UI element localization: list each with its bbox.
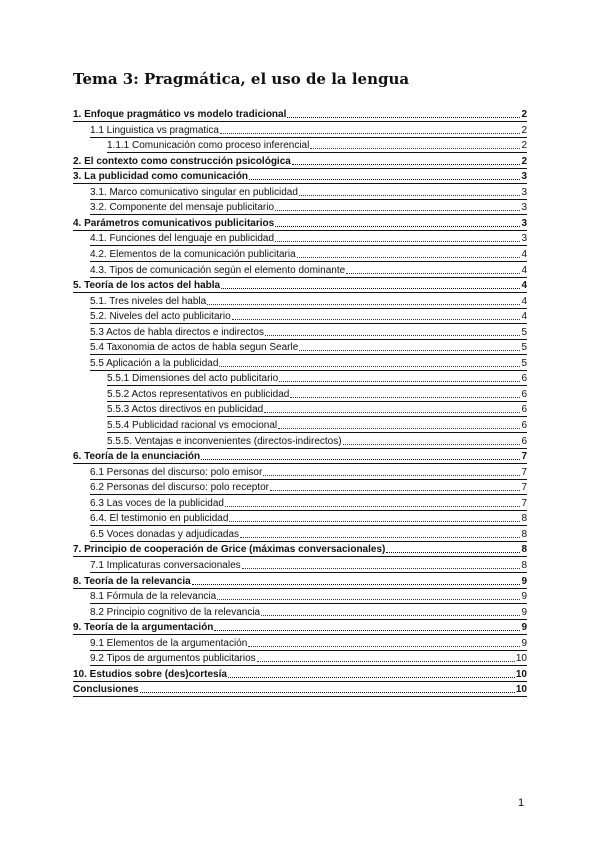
toc-entry-page: 8 bbox=[521, 544, 527, 556]
toc-entry[interactable] bbox=[90, 186, 527, 200]
dot-leader bbox=[270, 481, 520, 491]
toc-entry[interactable] bbox=[90, 528, 527, 542]
dot-leader bbox=[228, 668, 515, 678]
toc-entry-title: 9.1 Elementos de la argumentación bbox=[90, 637, 248, 649]
dot-leader bbox=[207, 295, 520, 305]
toc-entry[interactable] bbox=[73, 279, 527, 293]
toc-entry-page: 3 bbox=[521, 202, 527, 214]
toc-entry[interactable] bbox=[90, 481, 527, 495]
toc-entry-title: 6.4. El testimonio en publicidad bbox=[90, 513, 229, 525]
toc-entry-title: 5.5.4 Publicidad racional vs emocional bbox=[107, 420, 278, 431]
toc-entry-page: 10 bbox=[515, 668, 527, 680]
toc-entry[interactable] bbox=[90, 357, 527, 371]
dot-leader bbox=[386, 543, 520, 553]
toc-entry-page: 3 bbox=[521, 171, 527, 183]
toc-entry[interactable] bbox=[73, 683, 527, 697]
toc-entry-page: 6 bbox=[521, 388, 527, 400]
toc-entry[interactable] bbox=[73, 108, 527, 122]
dot-leader bbox=[140, 683, 515, 693]
toc-entry-page: 7 bbox=[521, 451, 527, 463]
toc-entry-page: 7 bbox=[521, 497, 527, 509]
toc-entry-title: 5.2. Niveles del acto publicitario bbox=[90, 311, 231, 323]
toc-entry-title: 6.2 Personas del discurso: polo receptor bbox=[90, 482, 269, 494]
toc-entry-page: 9 bbox=[521, 637, 527, 649]
dot-leader bbox=[279, 372, 520, 382]
toc-entry-title: 6.3 Las voces de la publicidad bbox=[90, 497, 224, 509]
toc-entry[interactable] bbox=[73, 543, 527, 557]
toc-entry-title: 6.5 Voces donadas y adjudicadas bbox=[90, 528, 239, 540]
toc-entry-title: 6.1 Personas del discurso: polo emisor bbox=[90, 466, 263, 478]
dot-leader bbox=[265, 326, 520, 336]
toc-entry-title: 4.3. Tipos de comunicación según el elemento dominante bbox=[90, 264, 346, 276]
toc-entry[interactable] bbox=[90, 326, 527, 340]
dot-leader bbox=[290, 388, 520, 398]
dot-leader bbox=[217, 590, 520, 600]
toc-entry-title: 8.2 Principio cognitivo de la relevancia bbox=[90, 606, 261, 618]
toc-entry[interactable] bbox=[90, 606, 527, 620]
toc-entry[interactable] bbox=[90, 264, 527, 278]
toc-entry-title: 5.1. Tres niveles del habla bbox=[90, 295, 207, 307]
dot-leader bbox=[242, 559, 521, 569]
toc-entry-page: 2 bbox=[521, 155, 527, 167]
toc-entry-title: 10. Estudios sobre (des)cortesía bbox=[73, 668, 227, 680]
toc-entry-title: 5.5.1 Dimensiones del acto publicitario bbox=[107, 373, 279, 385]
toc-entry-title: 5.4 Taxonomia de actos de habla segun Searle bbox=[90, 342, 299, 354]
toc-entry-title: 9. Teoría de la argumentación bbox=[73, 622, 214, 634]
toc-entry[interactable] bbox=[90, 310, 527, 324]
dot-leader bbox=[232, 310, 521, 320]
toc-entry[interactable] bbox=[107, 139, 527, 153]
toc-entry-title: 7. Principio de cooperación de Grice (máximas conversacionales) bbox=[73, 544, 386, 556]
toc-entry[interactable] bbox=[73, 668, 527, 682]
toc-entry-page: 3 bbox=[521, 186, 527, 198]
toc-entry-page: 6 bbox=[521, 435, 527, 447]
toc-entry-title: 5.3 Actos de habla directos e indirectos bbox=[90, 326, 264, 338]
toc-entry-title: 2. El contexto como construcción psicológica bbox=[73, 155, 291, 167]
dot-leader bbox=[292, 155, 521, 165]
page-number: 1 bbox=[518, 797, 525, 809]
toc-entry[interactable] bbox=[90, 341, 527, 355]
dot-leader bbox=[278, 419, 520, 429]
dot-leader bbox=[346, 264, 520, 274]
toc-entry[interactable] bbox=[107, 435, 527, 449]
toc-entry-page: 7 bbox=[521, 466, 527, 478]
dot-leader bbox=[225, 497, 520, 507]
dot-leader bbox=[214, 621, 520, 631]
toc-entry-title: 8. Teoría de la relevancia bbox=[73, 575, 191, 587]
document-title: Tema 3: Pragmática, el uso de la lengua bbox=[73, 70, 410, 88]
dot-leader bbox=[275, 232, 520, 242]
toc-entry-page: 9 bbox=[521, 575, 527, 587]
toc-entry[interactable] bbox=[90, 559, 527, 573]
toc-entry-title: 8.1 Fórmula de la relevancia bbox=[90, 591, 217, 603]
toc-entry-page: 8 bbox=[521, 513, 527, 525]
toc-entry-page: 10 bbox=[515, 653, 527, 665]
toc-entry-page: 3 bbox=[521, 233, 527, 245]
toc-entry-title: 6. Teoría de la enunciación bbox=[73, 451, 201, 463]
dot-leader bbox=[299, 186, 521, 196]
toc-entry[interactable] bbox=[90, 497, 527, 511]
dot-leader bbox=[261, 606, 520, 616]
toc-entry-page: 5 bbox=[521, 326, 527, 338]
toc-entry-page: 4 bbox=[521, 248, 527, 260]
toc-entry-title: 5.5.2 Actos representativos en publicidad bbox=[107, 388, 290, 400]
toc-entry-title: 7.1 Implicaturas conversacionales bbox=[90, 559, 241, 571]
toc-entry-page: 9 bbox=[521, 591, 527, 603]
toc-entry-title: 1. Enfoque pragmático vs modelo tradicional bbox=[73, 109, 287, 120]
toc-entry-page: 4 bbox=[521, 280, 527, 292]
toc-entry[interactable] bbox=[90, 466, 527, 480]
toc-entry-page: 6 bbox=[521, 420, 527, 431]
dot-leader bbox=[275, 217, 520, 227]
dot-leader bbox=[264, 403, 520, 413]
toc-entry[interactable] bbox=[107, 419, 527, 433]
dot-leader bbox=[248, 637, 520, 647]
toc-entry-page: 4 bbox=[521, 311, 527, 323]
toc-entry-page: 4 bbox=[521, 295, 527, 307]
toc-entry-title: 1.1.1 Comunicación como proceso inferencial bbox=[107, 140, 310, 152]
toc-entry[interactable] bbox=[73, 155, 527, 169]
dot-leader bbox=[310, 139, 520, 149]
toc-entry-page: 2 bbox=[521, 140, 527, 152]
toc-entry-title: 5.5 Aplicación a la publicidad bbox=[90, 357, 219, 369]
toc-entry-page: 9 bbox=[521, 606, 527, 618]
toc-entry-page: 4 bbox=[521, 264, 527, 276]
toc-entry-page: 8 bbox=[521, 528, 527, 540]
toc-entry-page: 9 bbox=[521, 622, 527, 634]
dot-leader bbox=[297, 248, 521, 258]
dot-leader bbox=[263, 466, 520, 476]
toc-entry[interactable] bbox=[73, 575, 527, 589]
dot-leader bbox=[201, 450, 520, 460]
toc-entry[interactable] bbox=[73, 217, 527, 231]
toc-entry[interactable] bbox=[107, 388, 527, 402]
dot-leader bbox=[229, 512, 520, 522]
dot-leader bbox=[343, 435, 521, 445]
toc-entry-page: 6 bbox=[521, 373, 527, 385]
toc-entry-title: 9.2 Tipos de argumentos publicitarios bbox=[90, 653, 256, 665]
toc-entry[interactable] bbox=[73, 170, 527, 184]
toc-entry-title: 4. Parámetros comunicativos publicitarios bbox=[73, 217, 275, 229]
dot-leader bbox=[257, 652, 515, 662]
toc-entry-page: 8 bbox=[521, 559, 527, 571]
toc-entry-title: 5.5.3 Actos directivos en publicidad bbox=[107, 404, 264, 416]
dot-leader bbox=[275, 201, 520, 211]
toc-entry-page: 5 bbox=[521, 342, 527, 354]
dot-leader bbox=[192, 575, 521, 585]
toc-entry-page: 7 bbox=[521, 482, 527, 494]
toc-entry[interactable] bbox=[73, 621, 527, 635]
toc-entry[interactable] bbox=[90, 232, 527, 246]
toc-entry[interactable] bbox=[107, 403, 527, 417]
toc-entry[interactable] bbox=[90, 295, 527, 309]
toc-entry-title: 3. La publicidad como comunicación bbox=[73, 171, 249, 183]
dot-leader bbox=[219, 357, 520, 367]
toc-entry-title: 3.1. Marco comunicativo singular en publicidad bbox=[90, 186, 298, 198]
dot-leader bbox=[249, 170, 520, 180]
toc-entry-page: 2 bbox=[521, 124, 527, 136]
toc-entry-title: 4.1. Funciones del lenguaje en publicidad bbox=[90, 233, 275, 245]
toc-entry[interactable] bbox=[90, 590, 527, 604]
dot-leader bbox=[287, 108, 520, 118]
toc-entry-page: 6 bbox=[521, 404, 527, 416]
dot-leader bbox=[299, 341, 520, 351]
toc-entry-page: 10 bbox=[515, 684, 527, 696]
toc-entry[interactable] bbox=[90, 201, 527, 215]
toc-entry-title: 5. Teoría de los actos del habla bbox=[73, 280, 221, 292]
toc-entry[interactable] bbox=[90, 124, 527, 138]
toc-entry-title: Conclusiones bbox=[73, 684, 139, 696]
toc-entry[interactable] bbox=[90, 652, 527, 666]
toc-entry[interactable] bbox=[90, 248, 527, 262]
toc-entry[interactable] bbox=[90, 637, 527, 651]
dot-leader bbox=[220, 124, 520, 134]
dot-leader bbox=[240, 528, 520, 538]
dot-leader bbox=[221, 279, 520, 289]
toc-entry-title: 3.2. Componente del mensaje publicitario bbox=[90, 202, 274, 214]
toc-entry-page: 3 bbox=[521, 217, 527, 229]
toc-entry-title: 5.5.5. Ventajas e inconvenientes (directos-indirectos) bbox=[107, 435, 342, 447]
toc-entry-page: 5 bbox=[521, 357, 527, 369]
toc-entry[interactable] bbox=[90, 512, 527, 526]
toc-entry[interactable] bbox=[73, 450, 527, 464]
toc-entry-page: 2 bbox=[521, 109, 527, 120]
toc-entry[interactable] bbox=[107, 372, 527, 386]
toc-entry-title: 1.1 Linguistica vs pragmatica bbox=[90, 124, 219, 136]
toc-entry-title: 4.2. Elementos de la comunicación publicitaria bbox=[90, 248, 296, 260]
